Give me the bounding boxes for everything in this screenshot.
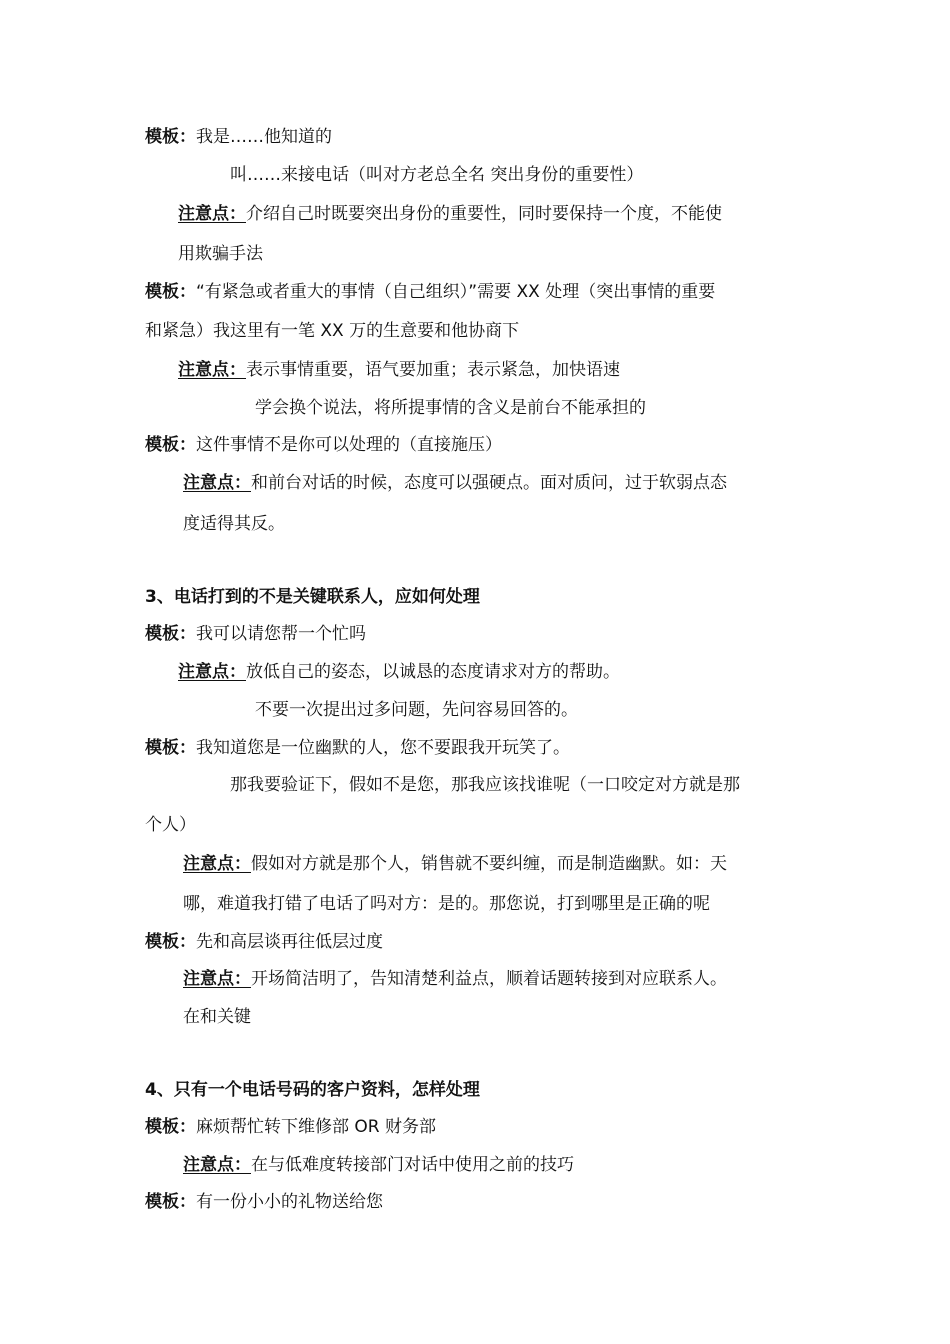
note-text-continued: 在和关键	[183, 1007, 251, 1027]
note-text: 开场简洁明了，告知清楚利益点，顺着话题转接到对应联系人。	[251, 969, 727, 989]
template-line	[145, 281, 715, 303]
template-text: 有一份小小的礼物送给您	[196, 1192, 383, 1212]
note-text: 放低自己的姿态，以诚恳的态度请求对方的帮助。	[246, 662, 620, 682]
template-line	[145, 623, 366, 645]
template-label: 模板：	[145, 932, 196, 952]
template-label: 模板：	[145, 282, 196, 302]
template-label: 模板：	[145, 127, 196, 147]
template-text-continued: 个人）	[145, 815, 196, 835]
note-text-continued: 哪，难道我打错了电话了吗对方：是的。那您说，打到哪里是正确的呢	[183, 894, 710, 914]
note-text: 介绍自己时既要突出身份的重要性，同时要保持一个度，不能使	[246, 204, 722, 224]
note-label: 注意点：	[178, 360, 246, 380]
note-text-continued: 度适得其反。	[183, 514, 285, 534]
note-line	[178, 359, 620, 381]
template-text-continued: 叫……来接电话（叫对方老总全名 突出身份的重要性）	[230, 165, 644, 185]
template-text: 麻烦帮忙转下维修部 OR 财务部	[196, 1117, 436, 1137]
template-text: 我可以请您帮一个忙吗	[196, 624, 366, 644]
note-text: 和前台对话的时候，态度可以强硬点。面对质问，过于软弱点态	[251, 473, 727, 493]
template-line	[145, 737, 570, 759]
note-text-continued: 不要一次提出过多问题，先问容易回答的。	[255, 700, 578, 720]
note-text: 表示事情重要，语气要加重；表示紧急，加快语速	[246, 360, 620, 380]
note-label: 注意点：	[178, 204, 246, 224]
note-label: 注意点：	[178, 662, 246, 682]
template-text: “有紧急或者重大的事情（自己组织）”需要 XX 处理（突出事情的重要	[196, 282, 716, 302]
template-text: 我知道您是一位幽默的人，您不要跟我开玩笑了。	[196, 738, 570, 758]
template-label: 模板：	[145, 1192, 196, 1212]
template-text: 我是……他知道的	[196, 127, 332, 147]
template-line	[145, 1191, 383, 1213]
note-text: 假如对方就是那个人，销售就不要纠缠，而是制造幽默。如：天	[251, 854, 727, 874]
note-text-continued: 学会换个说法，将所提事情的含义是前台不能承担的	[255, 398, 646, 418]
note-label: 注意点：	[183, 473, 251, 493]
template-label: 模板：	[145, 624, 196, 644]
note-line	[178, 203, 722, 225]
section-heading: 4、只有一个电话号码的客户资料，怎样处理	[145, 1080, 480, 1100]
note-line	[183, 853, 727, 875]
note-line	[183, 968, 727, 990]
template-line	[145, 434, 502, 456]
note-label: 注意点：	[183, 854, 251, 874]
template-line	[145, 126, 332, 148]
note-line	[183, 472, 727, 494]
section-heading: 3、电话打到的不是关键联系人，应如何处理	[145, 587, 480, 607]
template-text-continued: 那我要验证下，假如不是您，那我应该找谁呢（一口咬定对方就是那	[230, 775, 740, 795]
template-text: 先和高层谈再往低层过度	[196, 932, 383, 952]
template-line	[145, 931, 383, 953]
note-text: 在与低难度转接部门对话中使用之前的技巧	[251, 1155, 574, 1175]
template-label: 模板：	[145, 738, 196, 758]
template-text-continued: 和紧急）我这里有一笔 XX 万的生意要和他协商下	[145, 321, 520, 341]
note-text-continued: 用欺骗手法	[178, 244, 263, 264]
template-label: 模板：	[145, 435, 196, 455]
template-text: 这件事情不是你可以处理的（直接施压）	[196, 435, 502, 455]
note-line	[178, 661, 620, 683]
template-label: 模板：	[145, 1117, 196, 1137]
note-label: 注意点：	[183, 1155, 251, 1175]
template-line	[145, 1116, 436, 1138]
note-label: 注意点：	[183, 969, 251, 989]
note-line	[183, 1154, 574, 1176]
